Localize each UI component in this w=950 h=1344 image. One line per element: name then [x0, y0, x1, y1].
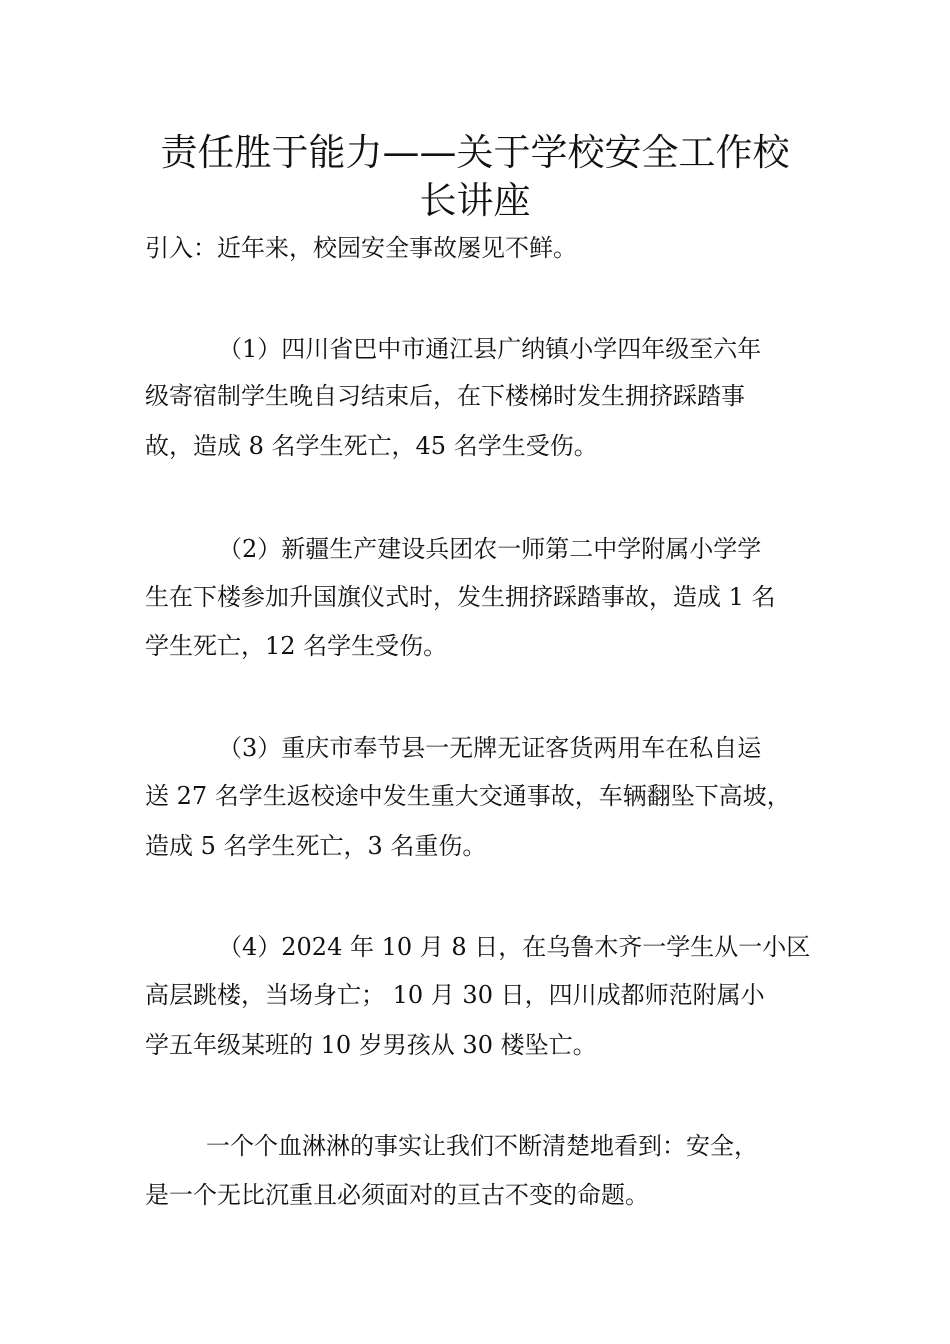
paragraph-3-line-3: 造成 5 名学生死亡，3 名重伤。 — [145, 832, 487, 860]
paragraph-3-line-2: 送 27 名学生返校途中发生重大交通事故，车辆翻坠下高坡， — [145, 782, 791, 810]
paragraph-1-line-1: （1）四川省巴中市通江县广纳镇小学四年级至六年 — [218, 335, 762, 363]
paragraph-4-line-3: 学五年级某班的 10 岁男孩从 30 楼坠亡。 — [145, 1031, 597, 1059]
paragraph-2-line-1: （2）新疆生产建设兵团农一师第二中学附属小学学 — [218, 535, 762, 563]
paragraph-4-line-2: 高层跳楼，当场身亡； 10 月 30 日，四川成都师范附属小 — [145, 981, 765, 1009]
paragraph-3-line-1: （3）重庆市奉节县一无牌无证客货两用车在私自运 — [218, 734, 762, 762]
paragraph-1-line-3: 故，造成 8 名学生死亡，45 名学生受伤。 — [145, 432, 598, 460]
paragraph-5-line-2: 是一个无比沉重且必须面对的亘古不变的命题。 — [145, 1181, 649, 1209]
paragraph-4-line-1: （4）2024 年 10 月 8 日，在乌鲁木齐一学生从一小区 — [218, 933, 811, 961]
intro-text: 引入：近年来，校园安全事故屡见不鲜。 — [145, 234, 577, 262]
paragraph-1-line-2: 级寄宿制学生晚自习结束后，在下楼梯时发生拥挤踩踏事 — [145, 382, 745, 410]
paragraph-2-line-2: 生在下楼参加升国旗仪式时，发生拥挤踩踏事故，造成 1 名 — [145, 583, 776, 611]
paragraph-2-line-3: 学生死亡，12 名学生受伤。 — [145, 632, 448, 660]
paragraph-5-line-1: 一个个血淋淋的事实让我们不断清楚地看到：安全， — [206, 1132, 758, 1160]
document-title-line-2: 长讲座 — [419, 179, 531, 222]
document-title-line-1: 责任胜于能力——关于学校安全工作校 — [160, 131, 790, 174]
